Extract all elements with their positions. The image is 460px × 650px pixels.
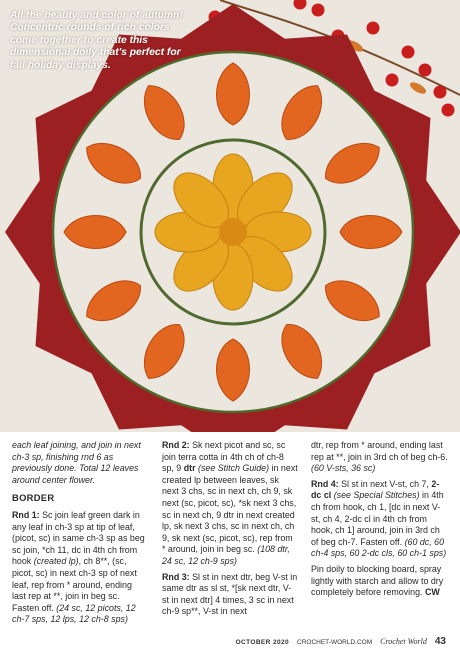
berry-7	[386, 74, 399, 87]
rnd3-label: Rnd 3:	[162, 571, 190, 582]
finish-text: Pin doily to blocking board, spray lightly with starch and allow to dry completely before removing.	[311, 563, 444, 598]
berry-2	[312, 4, 325, 17]
page-footer	[236, 636, 446, 647]
photo-caption: All the beauty and color of autumn! Concentric rounds of rich colors come together to create this dimensional doily that's perfect for fall holiday displays.	[10, 10, 183, 71]
rnd4-stitch: 2-dc cl	[311, 478, 440, 501]
rnd1-text: Sc join leaf green dark in any leaf in ch-3 sp at tip of leaf, (picot, sc) in same ch-3 sp as beg sc join, *ch 11, dc in 4th ch from hook	[12, 509, 145, 567]
rnd3-paragraph	[162, 572, 298, 618]
text-column-2	[162, 440, 298, 622]
rnd2-text: Sk next picot and sc, sc join terra cotta in 4th ch of ch-8 sp, 9	[162, 440, 286, 474]
rnd1-label: Rnd 1:	[12, 509, 40, 520]
text-column-3	[311, 440, 449, 603]
rnd4-paragraph	[311, 479, 449, 560]
rnd1-created: (created lp)	[33, 556, 79, 567]
rnd2-paragraph	[162, 440, 298, 568]
berry-5	[402, 46, 415, 59]
footer-site: CROCHET-WORLD.COM	[297, 639, 373, 646]
rnd4-count: (60 dc, 60 ch-4 sps, 60 2-dc cls, 60 ch-1 sps)	[311, 536, 447, 559]
rnd2-count: (108 dtr, 24 sc, 12 ch-9 sps)	[162, 544, 290, 566]
berry-6	[419, 64, 432, 77]
finish-paragraph	[311, 564, 449, 599]
berry-9	[442, 104, 455, 117]
rnd4-special: (see Special Stitches)	[331, 490, 420, 501]
rnd2-label: Rnd 2:	[162, 440, 190, 450]
rnd4-label: Rnd 4:	[311, 478, 339, 489]
page-number: 43	[434, 636, 446, 647]
intro-paragraph: each leaf joining, and join in next ch-3 sp, finishing rnd 6 as previously done. Total 12 leaves around center flower.	[12, 440, 141, 485]
rnd3-text: Sl st in next dtr, beg V-st in same dtr as sl st, *[sk next dtr, V-st in next dtr] 4 times, 3 sc in next ch-9 sp**, V-st in next	[162, 571, 298, 617]
flower-center	[219, 218, 247, 246]
cont-text: dtr, rep from * around, ending last rep at **, join in 3rd ch of beg ch-6.	[311, 440, 448, 462]
footer-brand: Crochet World	[380, 637, 427, 646]
border-heading: BORDER	[12, 492, 55, 504]
rnd1-paragraph	[12, 510, 148, 626]
rnd1-text2: , ch 8**, (sc, picot, sc) in next ch-3 sp of next leaf, rep from * around, ending last rep at **, join in beg sc. Fasten off.	[12, 556, 137, 613]
rnd4-text2: in 4th ch from hook, ch 1, [dc in next V-st, ch 4, 2-dc cl in 4th ch from hook, ch 1] around, join in 3rd ch of beg ch-7. Fasten off.	[311, 490, 444, 547]
berry-8	[434, 86, 447, 99]
rnd2-dtr: dtr	[183, 463, 196, 474]
footer-date: OCTOBER 2020	[235, 639, 290, 646]
rnd2-text2: in next created lp between leaves, sk next 3 chs, sc in next ch, ch 9, sk next (sc, picot, sc), *sk next 3 chs, sc in next ch, 9 dtr in next created lp, sk next 3 chs, sc in next ch, ch 9, sk next (sc, picot, sc), rep from * around, join in beg sc.	[162, 463, 298, 555]
rnd2-guide: (see Stitch Guide)	[195, 463, 270, 474]
end-mark: CW	[424, 587, 440, 598]
rnd4-text: Sl st in next V-st, ch 7,	[338, 478, 432, 489]
text-column-1	[12, 440, 148, 630]
rnd1-count: (24 sc, 12 picots, 12 ch-7 sps, 12 lps, 12 ch-8 sps)	[12, 602, 136, 625]
rnd3-continued	[311, 440, 449, 475]
cont-count: (60 V-sts, 36 sc)	[311, 463, 376, 474]
berry-4	[367, 22, 380, 35]
